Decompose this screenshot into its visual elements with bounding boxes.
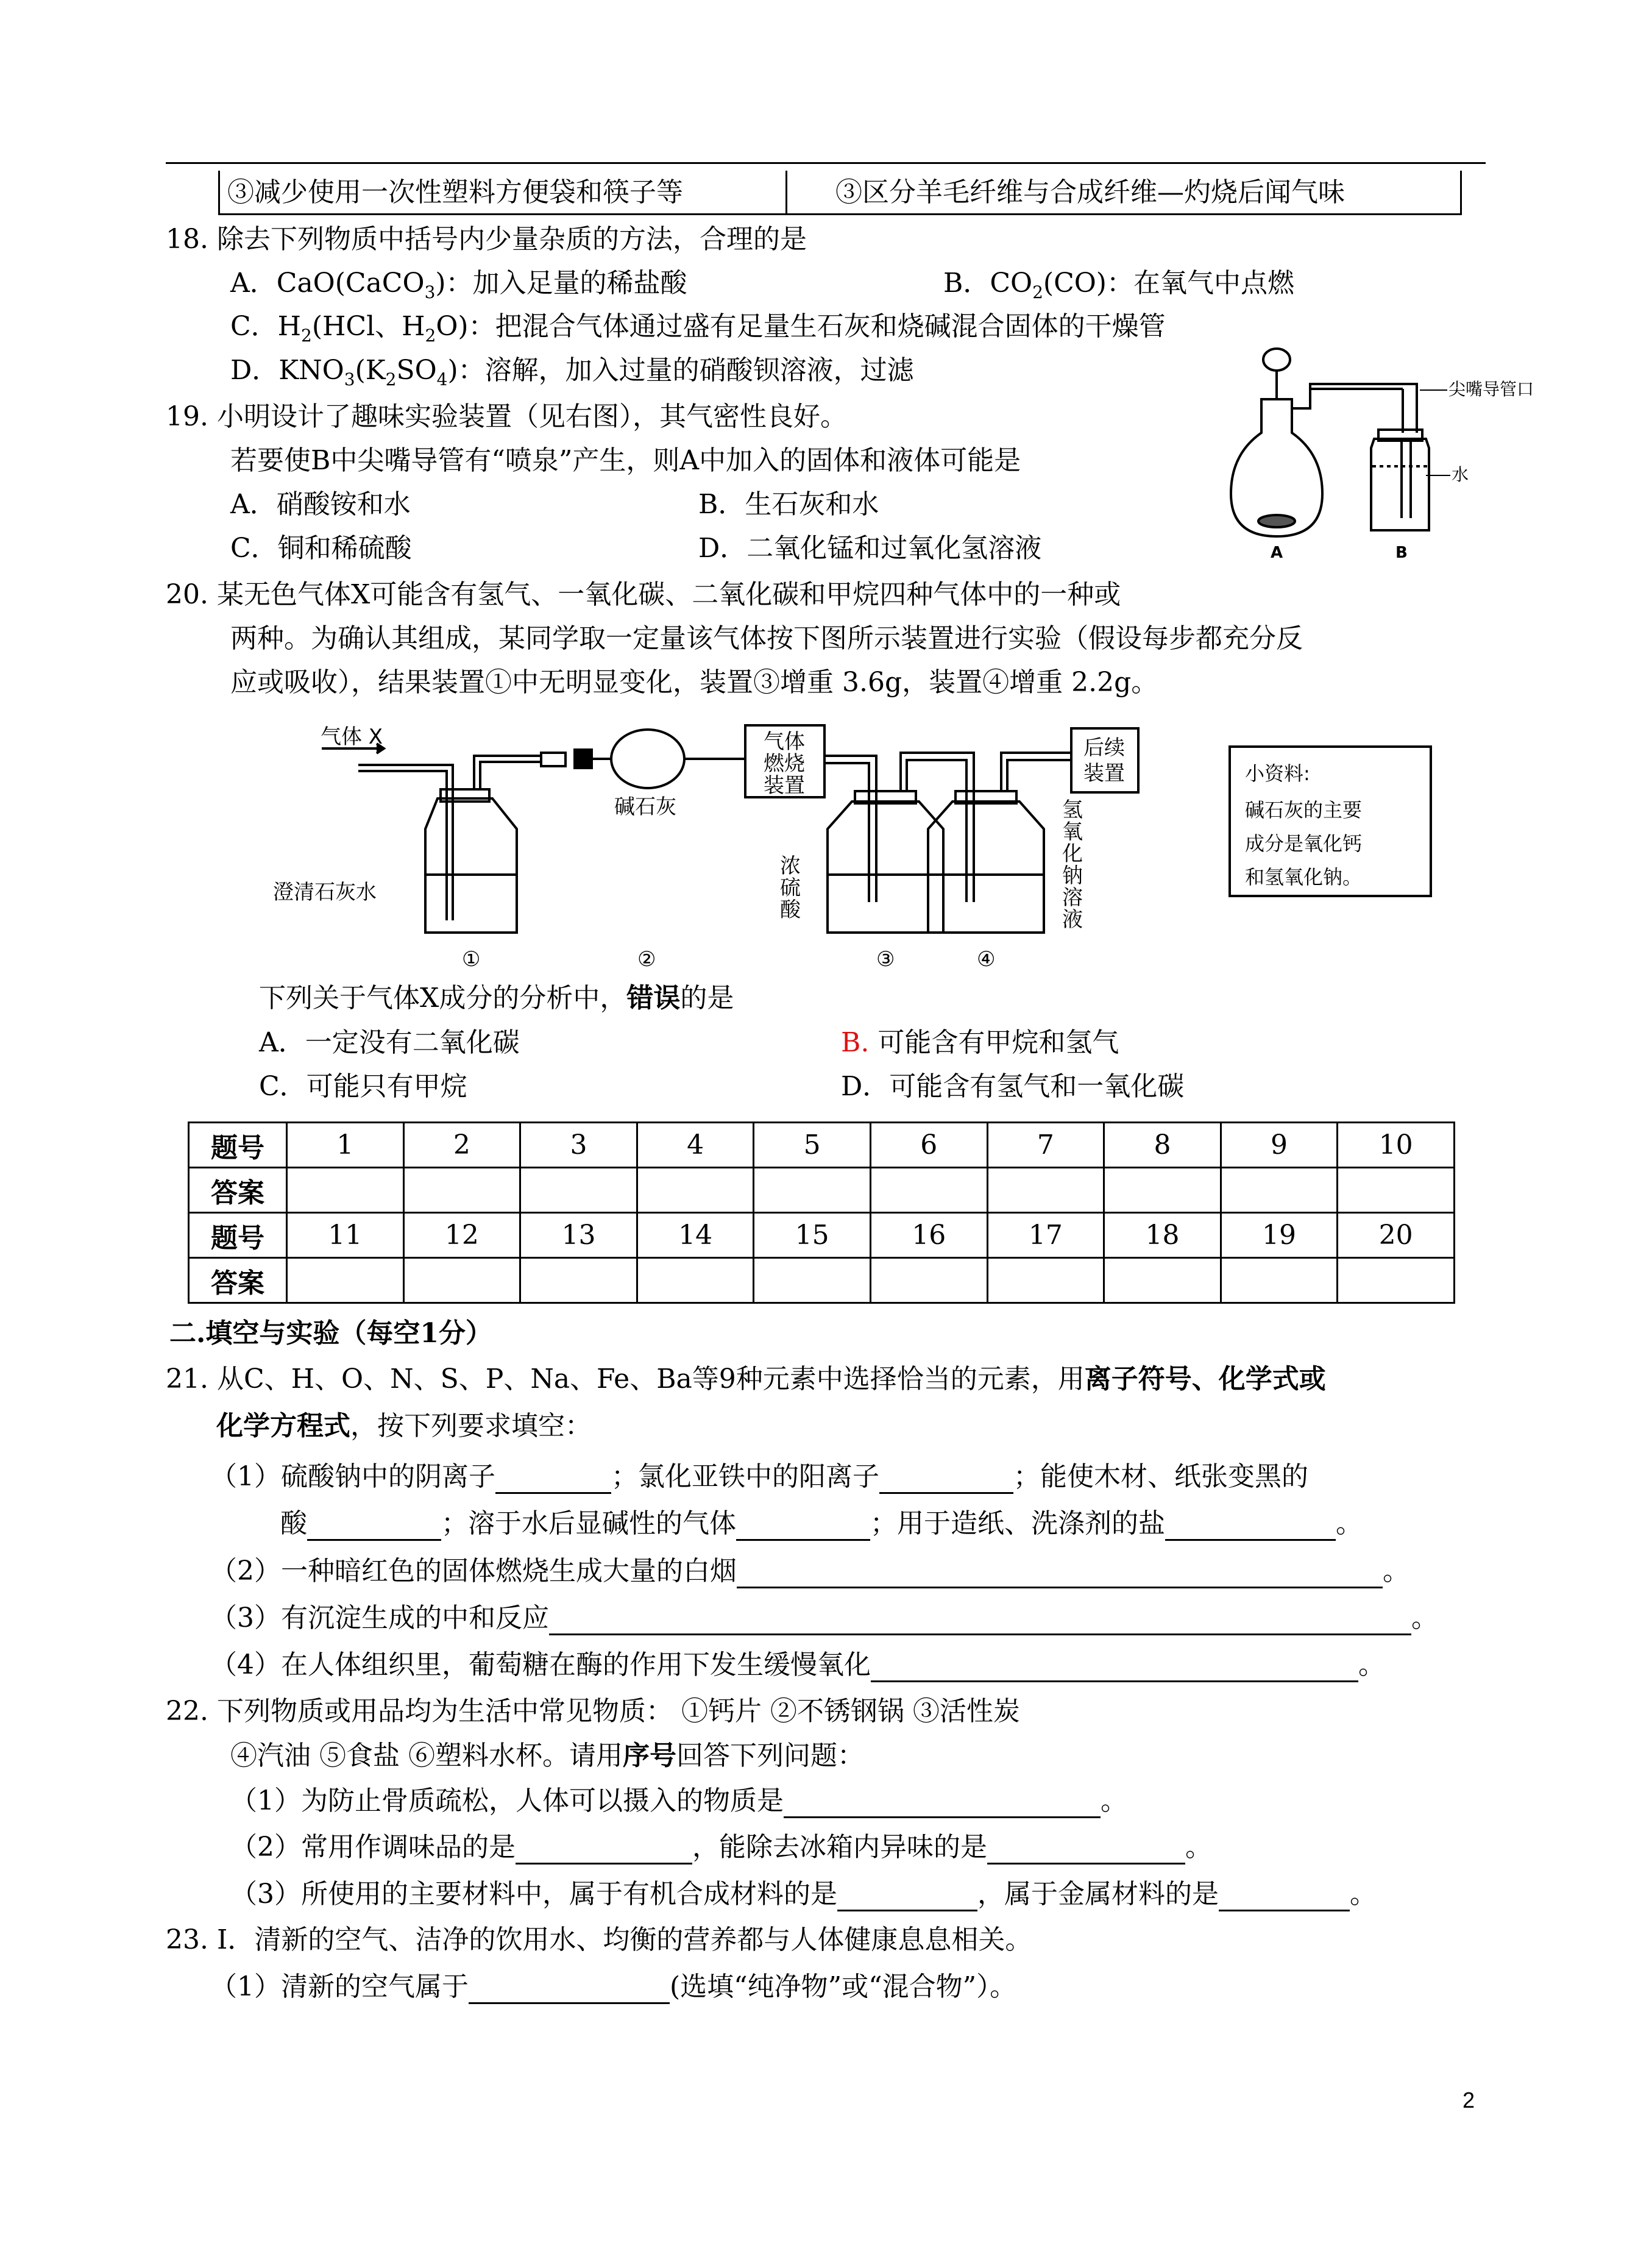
answer-table-num: 17 [987, 1213, 1104, 1258]
q20-label-naoh-5: 溶 [1062, 886, 1083, 910]
q20-label-naoh-6: 液 [1062, 908, 1083, 932]
q18-d-sub3: 4 [436, 369, 448, 389]
header-rule [166, 162, 1486, 164]
answer-cell[interactable] [754, 1168, 871, 1213]
q21-p1-f: ；用于造纸、洗涤剂的盐 [870, 1508, 1165, 1539]
q22-part-3 [230, 1877, 1377, 1911]
q20-label-follow-1: 后续 [1083, 736, 1125, 760]
q23-part-1 [210, 1970, 1016, 2004]
answer-table-num: 13 [520, 1213, 637, 1258]
q18-c-text3: O)：把混合气体通过盛有足量生石灰和烧碱混合固体的干燥管 [436, 311, 1166, 342]
answer-table [188, 1122, 1455, 1304]
q18-a-text2: )：加入足量的稀盐酸 [435, 268, 687, 299]
blank-equation-2[interactable] [737, 1560, 1383, 1588]
q23-p1-b: (选填“纯净物”或“混合物”）。 [670, 1971, 1017, 2002]
q22-line-2-bold: 序号 [622, 1740, 676, 1771]
q22-period: 。 [1350, 1879, 1377, 1910]
answer-cell[interactable] [287, 1168, 404, 1213]
q18-a-sub: 3 [424, 282, 436, 302]
q20-label-acid-1: 浓 [780, 854, 801, 878]
q18-b-sub: 2 [1032, 282, 1043, 302]
answer-cell[interactable] [520, 1258, 637, 1303]
q22-p1-text: （1）为防止骨质疏松，人体可以摄入的物质是 [230, 1785, 784, 1816]
q19-stem-2: 若要使B中尖嘴导管有“喷泉”产生，则A中加入的固体和液体可能是 [230, 445, 1021, 476]
q22-line-2-post: 回答下列问题： [676, 1740, 864, 1771]
q21-p1-a: （1）硫酸钠中的阴离子 [210, 1461, 495, 1492]
q22-period: 。 [1101, 1785, 1127, 1816]
q19-label-water: 水 [1452, 464, 1469, 485]
answer-table-num: 9 [1221, 1123, 1338, 1168]
answer-table-num: 10 [1338, 1123, 1455, 1168]
separatory-funnel [1263, 349, 1290, 371]
answer-table-num: 16 [870, 1213, 987, 1258]
q20-label-n4: ④ [977, 947, 996, 972]
q19-stem-1: 19. 小明设计了趣味实验装置（见右图），其气密性良好。 [166, 401, 847, 432]
answer-table-num: 2 [403, 1123, 520, 1168]
blank-q22-3b[interactable] [1219, 1883, 1350, 1911]
answer-cell[interactable] [870, 1258, 987, 1303]
blank-q22-3a[interactable] [837, 1883, 977, 1911]
q19-label-a: A [1271, 544, 1283, 562]
answer-table-num: 7 [987, 1123, 1104, 1168]
q18-option-d [230, 354, 914, 397]
q22-p2-a: （2）常用作调味品的是 [230, 1832, 516, 1863]
q20-note-line2: 成分是氧化钙 [1245, 832, 1363, 855]
q21-period: 。 [1336, 1508, 1363, 1539]
q18-d-text: D．KNO [230, 355, 344, 386]
answer-table-head-label: 题号 [189, 1123, 287, 1168]
q20-label-gas-x: 气体 X [321, 725, 383, 749]
answer-table-num: 1 [287, 1123, 404, 1168]
q18-c-sub: 2 [301, 325, 312, 346]
answer-table-head-label: 题号 [189, 1213, 287, 1258]
q21-period: 。 [1411, 1602, 1438, 1633]
answer-cell[interactable] [1104, 1258, 1221, 1303]
q18-option-b [943, 266, 1294, 310]
answer-cell[interactable] [987, 1258, 1104, 1303]
q20-note-line1: 碱石灰的主要 [1245, 798, 1363, 822]
answer-table-row-head-1 [189, 1123, 1455, 1168]
blank-salt[interactable] [1165, 1512, 1336, 1541]
q18-c-sub2: 2 [425, 325, 436, 346]
answer-cell[interactable] [637, 1168, 754, 1213]
q20-question [259, 981, 734, 1015]
q20-option-a: A．一定没有二氧化碳 [259, 1027, 520, 1058]
q20-question-pre: 下列关于气体X成分的分析中， [259, 983, 627, 1014]
answer-cell[interactable] [870, 1168, 987, 1213]
q18-d-sub2: 2 [385, 369, 397, 389]
q21-part-3 [210, 1601, 1438, 1635]
q21-p1-c: ；能使木材、纸张变黑的 [1013, 1461, 1308, 1492]
q22-line-2-text: ④汽油 ⑤食盐 ⑥塑料水杯。请用 [230, 1740, 623, 1771]
answer-cell[interactable] [1338, 1168, 1455, 1213]
q20-stem-2: 两种。为确认其组成，某同学取一定量该气体按下图所示装置进行实验（假设每步都充分反 [230, 623, 1303, 654]
q21-part-1-line-2 [280, 1507, 1363, 1541]
q21-part-1-line-1 [210, 1460, 1308, 1494]
bottle-1 [425, 798, 517, 933]
q20-question-bold: 错误 [626, 983, 681, 1014]
q22-part-1 [230, 1784, 1127, 1818]
q21-period: 。 [1358, 1649, 1385, 1680]
blank-equation-3[interactable] [549, 1607, 1411, 1635]
q20-option-b-text: 可能含有甲烷和氢气 [869, 1027, 1119, 1058]
answer-cell[interactable] [1221, 1168, 1338, 1213]
q19-option-a: A．硝酸铵和水 [230, 489, 411, 520]
q18-d-text2: (K [355, 355, 386, 386]
q21-p1-b: ；氯化亚铁中的阳离子 [611, 1461, 879, 1492]
blank-alkaline-gas[interactable] [736, 1512, 870, 1541]
q21-p2-text: （2）一种暗红色的固体燃烧生成大量的白烟 [210, 1555, 737, 1587]
q21-p3-text: （3）有沉淀生成的中和反应 [210, 1602, 549, 1633]
q22-period: 。 [1185, 1832, 1212, 1863]
q20-label-burner-3: 装置 [764, 773, 805, 798]
answer-table-num: 15 [754, 1213, 871, 1258]
answer-table-row-head-2 [189, 1213, 1455, 1258]
bottle-3 [828, 802, 943, 933]
q20-label-follow-2: 装置 [1083, 761, 1125, 786]
q22-p3-b: ，属于金属材料的是 [977, 1879, 1219, 1910]
q22-line-1: 22. 下列物质或用品均为生活中常见物质： ①钙片 ②不锈钢锅 ③活性炭 [166, 1696, 1020, 1727]
q19-label-tip: 尖嘴导管口 [1448, 379, 1534, 399]
sodalime-tube [611, 730, 684, 788]
q20-label-burner-1: 气体 [764, 730, 805, 754]
q20-label-burner-2: 燃烧 [764, 752, 805, 776]
q20-label-sodalime: 碱石灰 [614, 795, 676, 819]
q20-label-acid-3: 酸 [780, 898, 801, 922]
carryover-right-cell: ③区分羊毛纤维与合成纤维—灼烧后闻气味 [835, 177, 1345, 208]
answer-cell[interactable] [637, 1258, 754, 1303]
q20-label-n2: ② [637, 947, 656, 972]
q21-line-1-bold: 离子符号、化学式或 [1084, 1363, 1326, 1395]
q22-p3-a: （3）所使用的主要材料中，属于有机合成材料的是 [230, 1879, 837, 1910]
q18-a-text: A．CaO(CaCO [230, 268, 425, 299]
q20-label-n3: ③ [876, 947, 895, 972]
answer-cell[interactable] [287, 1258, 404, 1303]
q22-p2-b: ，能除去冰箱内异味的是 [692, 1832, 987, 1863]
q20-option-c: C．可能只有甲烷 [259, 1071, 467, 1102]
q20-label-acid-2: 硫 [780, 876, 801, 900]
answer-cell[interactable] [754, 1258, 871, 1303]
q21-line-1 [166, 1362, 1326, 1396]
carryover-table-row [218, 171, 1462, 215]
answer-table-num: 3 [520, 1123, 637, 1168]
q18-b-text2: (CO)：在氧气中点燃 [1043, 268, 1294, 299]
blank-q23-1[interactable] [469, 1975, 670, 2004]
q22-line-2 [230, 1739, 864, 1773]
q21-period: 。 [1383, 1555, 1409, 1587]
answer-table-num: 20 [1338, 1213, 1455, 1258]
q19-option-b: B．生石灰和水 [698, 489, 879, 520]
q20-label-naoh-3: 化 [1062, 842, 1083, 866]
answer-table-num: 6 [870, 1123, 987, 1168]
q20-apparatus-figure [255, 719, 1443, 975]
blank-equation-4[interactable] [871, 1654, 1358, 1682]
q21-part-4 [210, 1648, 1385, 1682]
q18-option-a [230, 266, 687, 310]
answer-table-row-ans-1 [189, 1168, 1455, 1213]
q21-line-1-text: 21. 从C、H、O、N、S、P、Na、Fe、Ba等9种元素中选择恰当的元素，用 [166, 1363, 1085, 1395]
q18-c-text: C．H [230, 311, 302, 342]
q20-question-post: 的是 [680, 983, 734, 1014]
q21-p4-text: （4）在人体组织里，葡萄糖在酶的作用下发生缓慢氧化 [210, 1649, 871, 1680]
q19-option-d: D．二氧化锰和过氧化氢溶液 [698, 533, 1042, 564]
page-number: 2 [1462, 2088, 1475, 2113]
q21-line-2-text: ，按下列要求填空： [350, 1410, 592, 1441]
q22-part-2 [230, 1830, 1212, 1865]
answer-table-ans-label: 答案 [189, 1168, 287, 1213]
blank-acid[interactable] [307, 1512, 441, 1541]
answer-table-num: 5 [754, 1123, 871, 1168]
bottle-b [1371, 439, 1429, 530]
answer-cell[interactable] [520, 1168, 637, 1213]
q18-option-c [230, 310, 1166, 353]
q21-line-2 [216, 1409, 592, 1443]
q19-option-c: C．铜和稀硫酸 [230, 533, 412, 564]
answer-cell[interactable] [1104, 1168, 1221, 1213]
q21-p1-d: 酸 [280, 1508, 307, 1539]
q23-line-1: 23. Ⅰ．清新的空气、洁净的饮用水、均衡的营养都与人体健康息息相关。 [166, 1924, 1032, 1955]
answer-cell[interactable] [1221, 1258, 1338, 1303]
blank-q22-2a[interactable] [516, 1836, 692, 1865]
q18-d-text3: SO [396, 355, 437, 386]
q18-d-sub: 3 [344, 369, 355, 389]
blank-q22-2b[interactable] [987, 1836, 1185, 1865]
q20-label-n1: ① [462, 947, 481, 972]
q20-stem-1: 20. 某无色气体X可能含有氢气、一氧化碳、二氧化碳和甲烷四种气体中的一种或 [166, 579, 1121, 610]
q18-stem: 18. 除去下列物质中括号内少量杂质的方法，合理的是 [166, 224, 807, 255]
blank-cation[interactable] [879, 1465, 1013, 1494]
q20-label-naoh-1: 氢 [1062, 798, 1083, 822]
answer-table-row-ans-2 [189, 1258, 1455, 1303]
q21-line-2-bold: 化学方程式 [216, 1410, 350, 1441]
answer-table-num: 14 [637, 1213, 754, 1258]
q19-label-b: B [1395, 544, 1408, 562]
q21-p1-e: ；溶于水后显碱性的气体 [441, 1508, 736, 1539]
q18-d-text4: )：溶解，加入过量的硝酸钡溶液，过滤 [447, 355, 914, 386]
q23-p1-a: （1）清新的空气属于 [210, 1971, 469, 2002]
q20-note-title: 小资料: [1245, 762, 1310, 785]
carryover-left-cell: ③减少使用一次性塑料方便袋和筷子等 [227, 177, 683, 208]
q20-option-b-letter: B. [841, 1027, 870, 1058]
answer-cell[interactable] [403, 1168, 520, 1213]
q18-c-text2: (HCl、H [311, 311, 425, 342]
q18-b-text: B．CO [943, 268, 1033, 299]
q20-option-d: D．可能含有氢气和一氧化碳 [841, 1071, 1185, 1102]
answer-table-num: 12 [403, 1213, 520, 1258]
q20-label-naoh-2: 氧 [1062, 820, 1083, 844]
answer-table-num: 19 [1221, 1213, 1338, 1258]
q21-part-2 [210, 1554, 1409, 1588]
answer-cell[interactable] [1338, 1258, 1455, 1303]
q19-apparatus-figure [1219, 341, 1534, 567]
q20-stem-3: 应或吸收），结果装置①中无明显变化，装置③增重 3.6g，装置④增重 2.2g。 [230, 667, 1158, 698]
q20-label-naoh-4: 钠 [1062, 864, 1083, 888]
q20-option-b [841, 1026, 1119, 1060]
carryover-divider [785, 171, 787, 213]
blank-q22-1[interactable] [784, 1790, 1101, 1818]
answer-cell[interactable] [987, 1168, 1104, 1213]
bottle-4 [928, 802, 1044, 933]
answer-table-num: 11 [287, 1213, 404, 1258]
q20-label-limewater: 澄清石灰水 [273, 880, 377, 905]
answer-table-ans-label: 答案 [189, 1258, 287, 1303]
answer-table-num: 4 [637, 1123, 754, 1168]
blank-anion[interactable] [495, 1465, 611, 1494]
answer-cell[interactable] [403, 1258, 520, 1303]
answer-table-num: 8 [1104, 1123, 1221, 1168]
section-2-heading: 二.填空与实验（每空1分） [169, 1318, 492, 1349]
q20-note-line3: 和氢氧化钠。 [1245, 866, 1363, 889]
answer-table-num: 18 [1104, 1213, 1221, 1258]
